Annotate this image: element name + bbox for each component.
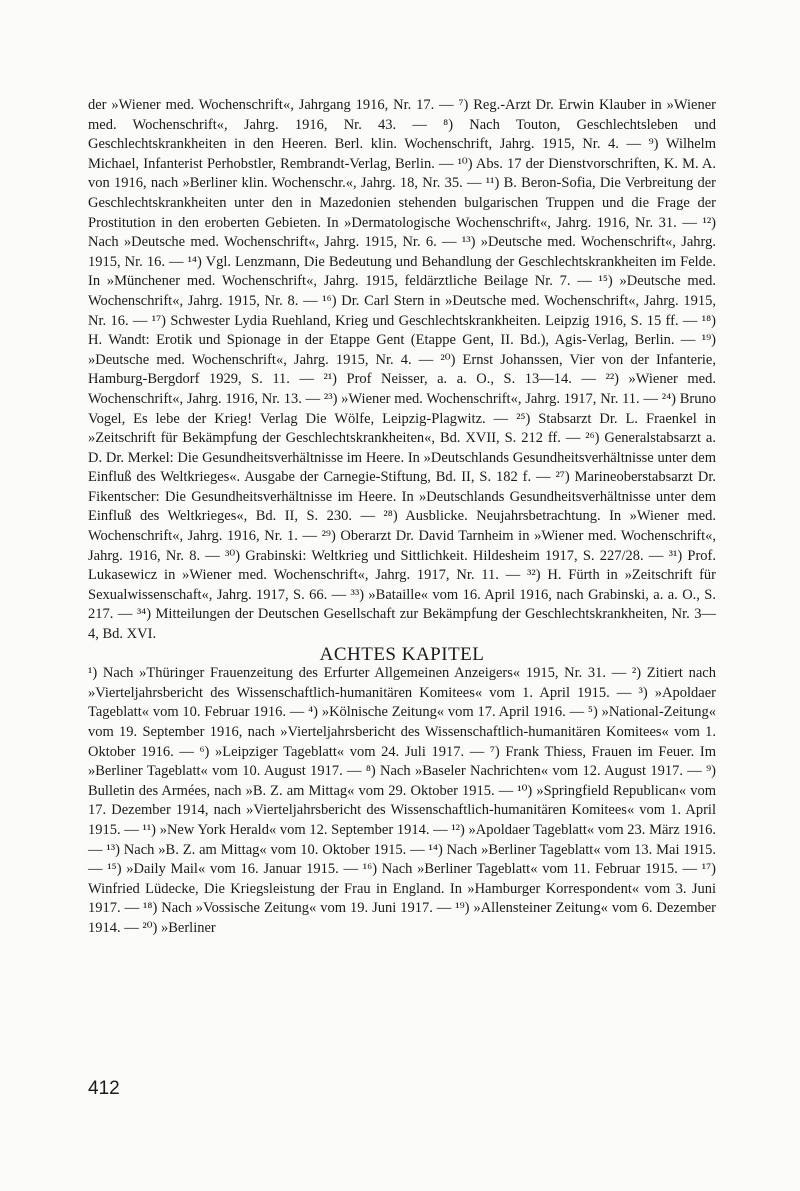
endnotes-paragraph-previous-chapter: der »Wiener med. Wochenschrift«, Jahrgang 1916, Nr. 17. — ⁷) Reg.-Arzt Dr. Erwin Klauber in »Wiener med. Wochenschrift«, Jahrg. 1916, Nr. 43. — ⁸) Nach Touton, Geschlechtsleben und Geschlechtskrankheiten in den Heeren. Berl. klin. Wochenschrift, Jahrg. 1915, Nr. 4. — ⁹) Wilhelm Michael, Infanterist Perhobstler, Rembrandt-Verlag, Berlin. — ¹⁰) Abs. 17 der Dienstvorschriften, K. M. A. von 1916, nach »Berliner klin. Wochenschr.«, Jahrg. 18, Nr. 35. — ¹¹) B. Beron-Sofia, Die Verbreitung der Geschlechtskrankheiten unter den in Mazedonien stehenden bulgarischen Truppen und die Frage der Prostitution in den eroberten Gebieten. In »Dermatologische Wochenschrift«, Jahrg. 1916, Nr. 31. — ¹²) Nach »Deutsche med. Wochenschrift«, Jahrg. 1915, Nr. 6. — ¹³) »Deutsche med. Wochenschrift«, Jahrg. 1915, Nr. 16. — ¹⁴) Vgl. Lenzmann, Die Bedeutung und Behandlung der Geschlechtskrankheiten im Felde. In »Münchener med. Wochenschrift«, Jahrg. 1915, feldärztliche Beilage Nr. 7. — ¹⁵) »Deutsche med. Wochenschrift«, Jahrg. 1915, Nr. 8. — ¹⁶) Dr. Carl Stern in »Deutsche med. Wochenschrift«, Jahrg. 1915, Nr. 16. — ¹⁷) Schwester Lydia Ruehland, Krieg und Geschlechtskrankheiten. Leipzig 1916, S. 15 ff. — ¹⁸) H. Wandt: Erotik und Spionage in der Etappe Gent (Etappe Gent, II. Bd.), Agis-Verlag, Berlin. — ¹⁹) »Deutsche med. Wochenschrift«, Jahrg. 1915, Nr. 4. — ²⁰) Ernst Johanssen, Vier von der Infanterie, Hamburg-Bergdorf 1929, S. 11. — ²¹) Prof Neisser, a. a. O., S. 13—14. — ²²) »Wiener med. Wochenschrift«, Jahrg. 1916, Nr. 13. — ²³) »Wiener med. Wochenschrift«, Jahrg. 1917, Nr. 11. — ²⁴) Bruno Vogel, Es lebe der Krieg! Verlag Die Wölfe, Leipzig-Plagwitz. — ²⁵) Stabsarzt Dr. L. Fraenkel in »Zeitschrift für Bekämpfung der Geschlechtskrankheiten«, Bd. XVII, S. 212 ff. — ²⁶) Generalstabsarzt a. D. Dr. Merkel: Die Gesundheitsverhältnisse im Heere. In »Deutschlands Gesundheitsverhältnisse unter dem Einfluß des Weltkrieges«. Ausgabe der Carnegie-Stiftung, Bd. II, S. 182 f. — ²⁷) Marineoberstabsarzt Dr. Fikentscher: Die Gesundheitsverhältnisse im Heere. In »Deutschlands Gesundheitsverhältnisse unter dem Einfluß des Weltkrieges«, Bd. II, S. 230. — ²⁸) Ausblicke. Neujahrsbetrachtung. In »Wiener med. Wochenschrift«, Jahrg. 1916, Nr. 1. — ²⁹) Oberarzt Dr. David Tarnheim in »Wiener med. Wochenschrift«, Jahrg. 1916, Nr. 8. — ³⁰) Grabinski: Weltkrieg und Sittlichkeit. Hildesheim 1917, S. 227/28. — ³¹) Prof. Lukasewicz in »Wiener med. Wochenschrift«, Jahrg. 1917, Nr. 11. — ³²) H. Fürth in »Zeitschrift für Sexualwissenschaft«, Jahrg. 1917, S. 66. — ³³) »Bataille« vom 16. April 1916, nach Grabinski, a. a. O., S. 217. — ³⁴) Mitteilungen der Deutschen Gesellschaft zur Bekämpfung der Geschlechtskrankheiten, Nr. 3—4, Bd. XVI. <box>88 97 716 643</box>
endnotes-paragraph-chapter-eight: ¹) Nach »Thüringer Frauenzeitung des Erfurter Allgemeinen Anzeigers« 1915, Nr. 31. — ²) Zitiert nach »Vierteljahrsbericht des Wissenschaftlich-humanitären Komitees« vom 1. April 1915. — ³) »Apoldaer Tageblatt« vom 10. Februar 1916. — ⁴) »Kölnische Zeitung« vom 17. April 1916. — ⁵) »National-Zeitung« vom 19. September 1916, nach »Vierteljahrsbericht des Wissenschaftlich-humanitären Komitees« vom 1. Oktober 1916. — ⁶) »Leipziger Tageblatt« vom 24. Juli 1917. — ⁷) Frank Thiess, Frauen im Feuer. Im »Berliner Tageblatt« vom 10. August 1917. — ⁸) Nach »Baseler Nachrichten« vom 12. August 1917. — ⁹) Bulletin des Armées, nach »B. Z. am Mittag« vom 29. Oktober 1915. — ¹⁰) »Springfield Republican« vom 17. Dezember 1914, nach »Vierteljahrsbericht des Wissenschaftlich-humanitären Komitees« vom 1. April 1915. — ¹¹) »New York Herald« vom 12. September 1914. — ¹²) »Apoldaer Tageblatt« vom 23. März 1916. — ¹³) Nach »B. Z. am Mittag« vom 10. Oktober 1915. — ¹⁴) Nach »Berliner Tageblatt« vom 13. Mai 1915. — ¹⁵) »Daily Mail« vom 16. Januar 1915. — ¹⁶) Nach »Berliner Tageblatt« vom 11. Februar 1915. — ¹⁷) Winfried Lüdecke, Die Kriegsleistung der Frau in England. In »Hamburger Korrespondent« vom 3. Juni 1917. — ¹⁸) Nach »Vossische Zeitung« vom 19. Juni 1917. — ¹⁹) »Allensteiner Zeitung« vom 6. Dezember 1914. — ²⁰) »Berliner <box>88 665 716 936</box>
page-number: 412 <box>88 1078 120 1099</box>
chapter-heading: ACHTES KAPITEL <box>319 643 485 665</box>
text-block <box>88 96 716 939</box>
